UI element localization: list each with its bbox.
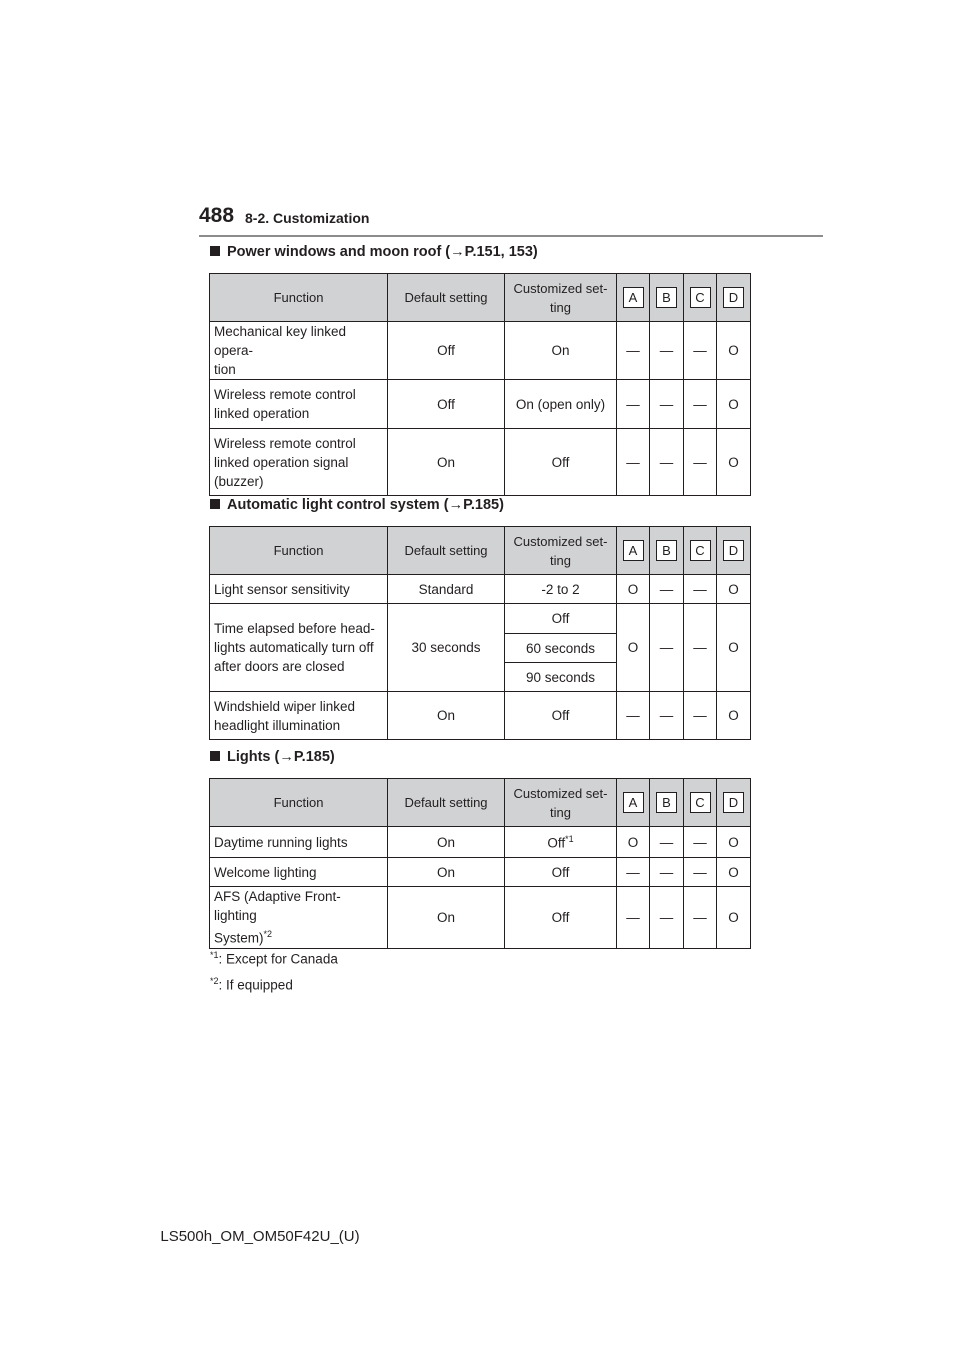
cell-custom-option: 90 seconds [505, 663, 617, 692]
cell-custom: Off [505, 887, 617, 949]
table-row [210, 429, 751, 496]
cell-d: O [717, 858, 751, 887]
cell-b: — [650, 858, 684, 887]
cell-a: — [617, 887, 650, 949]
arrow-icon: → [279, 749, 294, 765]
cell-a: O [617, 604, 650, 692]
cell-b: — [650, 575, 684, 604]
cell-d: O [717, 322, 751, 380]
heading-text: Lights ( [227, 749, 280, 765]
heading-text: Automatic light control system ( [227, 497, 449, 513]
heading-lights [210, 749, 335, 765]
footnote-1 [210, 950, 338, 967]
cell-d: O [717, 575, 751, 604]
cell-default: 30 seconds [388, 604, 505, 692]
table-header-row [210, 527, 751, 575]
table-row [210, 858, 751, 887]
table-row [210, 692, 751, 740]
cell-c: — [684, 887, 717, 949]
arrow-icon: → [450, 244, 465, 260]
footnote-text: : Except for Canada [218, 951, 338, 967]
cell-custom: On (open only) [505, 380, 617, 429]
table-row [210, 322, 751, 380]
cell-function: Wireless remote control linked operation [210, 380, 388, 429]
col-customized-setting: Customized set- ting [505, 274, 617, 322]
cell-c: — [684, 858, 717, 887]
cell-custom: Off$^{*1}$ [505, 827, 617, 858]
table-row [210, 604, 751, 634]
cell-a: O [617, 575, 650, 604]
cell-default: On [388, 692, 505, 740]
heading-automatic-light-control [210, 497, 504, 513]
section-title: 8-2. Customization [245, 210, 370, 226]
page-header [199, 201, 823, 237]
cell-function: Light sensor sensitivity [210, 575, 388, 604]
cell-a: — [617, 429, 650, 496]
col-customized-setting: Customized set- ting [505, 527, 617, 575]
cell-custom: -2 to 2 [505, 575, 617, 604]
arrow-icon: → [448, 497, 464, 513]
col-function: Function [210, 527, 388, 575]
col-function: Function [210, 779, 388, 827]
col-a: A [617, 527, 650, 575]
col-c: C [684, 274, 717, 322]
cell-d: O [717, 827, 751, 858]
cell-default: Standard [388, 575, 505, 604]
col-d: D [717, 274, 751, 322]
cell-function: Windshield wiper linked headlight illumination [210, 692, 388, 740]
cell-b: — [650, 827, 684, 858]
footnote-2 [210, 976, 293, 993]
cell-a: — [617, 322, 650, 380]
table-header-row [210, 274, 751, 322]
cell-function: Daytime running lights [210, 827, 388, 858]
cell-c: — [684, 575, 717, 604]
col-a: A [617, 779, 650, 827]
page-reference-link[interactable]: P.185) [463, 497, 504, 513]
footnote-marker: *1 [565, 833, 574, 844]
cell-d: O [717, 429, 751, 496]
col-c: C [684, 779, 717, 827]
cell-c: — [684, 604, 717, 692]
cell-c: — [684, 322, 717, 380]
cell-a: — [617, 858, 650, 887]
col-a: A [617, 274, 650, 322]
table-header-row [210, 779, 751, 827]
cell-function: AFS (Adaptive Front-lighting System)$^{*2}$ [210, 887, 388, 949]
cell-d: O [717, 604, 751, 692]
cell-b: — [650, 380, 684, 429]
cell-default: On [388, 429, 505, 496]
footnote-marker: *2 [263, 929, 273, 939]
table-lights [209, 778, 751, 949]
col-default-setting: Default setting [388, 274, 505, 322]
table-row [210, 887, 751, 949]
table-row [210, 575, 751, 604]
col-b: B [650, 779, 684, 827]
col-customized-setting: Customized set- ting [505, 779, 617, 827]
document-id: LS500h_OM_OM50F42U_(U) [160, 1228, 360, 1245]
cell-d: O [717, 887, 751, 949]
footnote-text: : If equipped [218, 977, 293, 993]
cell-b: — [650, 604, 684, 692]
col-function: Function [210, 274, 388, 322]
table-row [210, 380, 751, 429]
cell-d: O [717, 380, 751, 429]
col-c: C [684, 527, 717, 575]
footnote-marker: *1 [210, 950, 219, 960]
cell-b: — [650, 887, 684, 949]
cell-function: Time elapsed before head- lights automatically turn off after doors are closed [210, 604, 388, 692]
page-reference-link[interactable]: P.151, 153) [464, 244, 538, 260]
cell-c: — [684, 827, 717, 858]
cell-a: — [617, 380, 650, 429]
cell-c: — [684, 380, 717, 429]
heading-power-windows [210, 244, 538, 260]
cell-d: O [717, 692, 751, 740]
cell-custom-option: Off [505, 604, 617, 634]
cell-a: — [617, 692, 650, 740]
cell-c: — [684, 429, 717, 496]
square-bullet-icon [210, 751, 220, 761]
heading-text: Power windows and moon roof ( [227, 244, 451, 260]
cell-custom: Off [505, 429, 617, 496]
cell-default: On [388, 887, 505, 949]
cell-default: Off [388, 380, 505, 429]
cell-default: Off [388, 322, 505, 380]
page-number: 488 [199, 204, 235, 227]
square-bullet-icon [210, 246, 220, 256]
cell-custom: On [505, 322, 617, 380]
footnote-marker: *2 [210, 976, 219, 986]
table-row [210, 827, 751, 858]
table-power-windows [209, 273, 751, 496]
col-b: B [650, 274, 684, 322]
cell-function: Welcome lighting [210, 858, 388, 887]
cell-function: Mechanical key linked opera- tion [210, 322, 388, 380]
cell-b: — [650, 692, 684, 740]
col-default-setting: Default setting [388, 527, 505, 575]
cell-c: — [684, 692, 717, 740]
cell-custom: Off [505, 692, 617, 740]
col-b: B [650, 527, 684, 575]
col-default-setting: Default setting [388, 779, 505, 827]
cell-function: Wireless remote control linked operation signal (buzzer) [210, 429, 388, 496]
cell-custom-option: 60 seconds [505, 634, 617, 663]
cell-default: On [388, 858, 505, 887]
col-d: D [717, 779, 751, 827]
cell-b: — [650, 322, 684, 380]
cell-default: On [388, 827, 505, 858]
table-automatic-light-control [209, 526, 751, 740]
cell-custom: Off [505, 858, 617, 887]
square-bullet-icon [210, 499, 220, 509]
col-d: D [717, 527, 751, 575]
cell-a: O [617, 827, 650, 858]
cell-b: — [650, 429, 684, 496]
page-reference-link[interactable]: P.185) [293, 749, 335, 765]
